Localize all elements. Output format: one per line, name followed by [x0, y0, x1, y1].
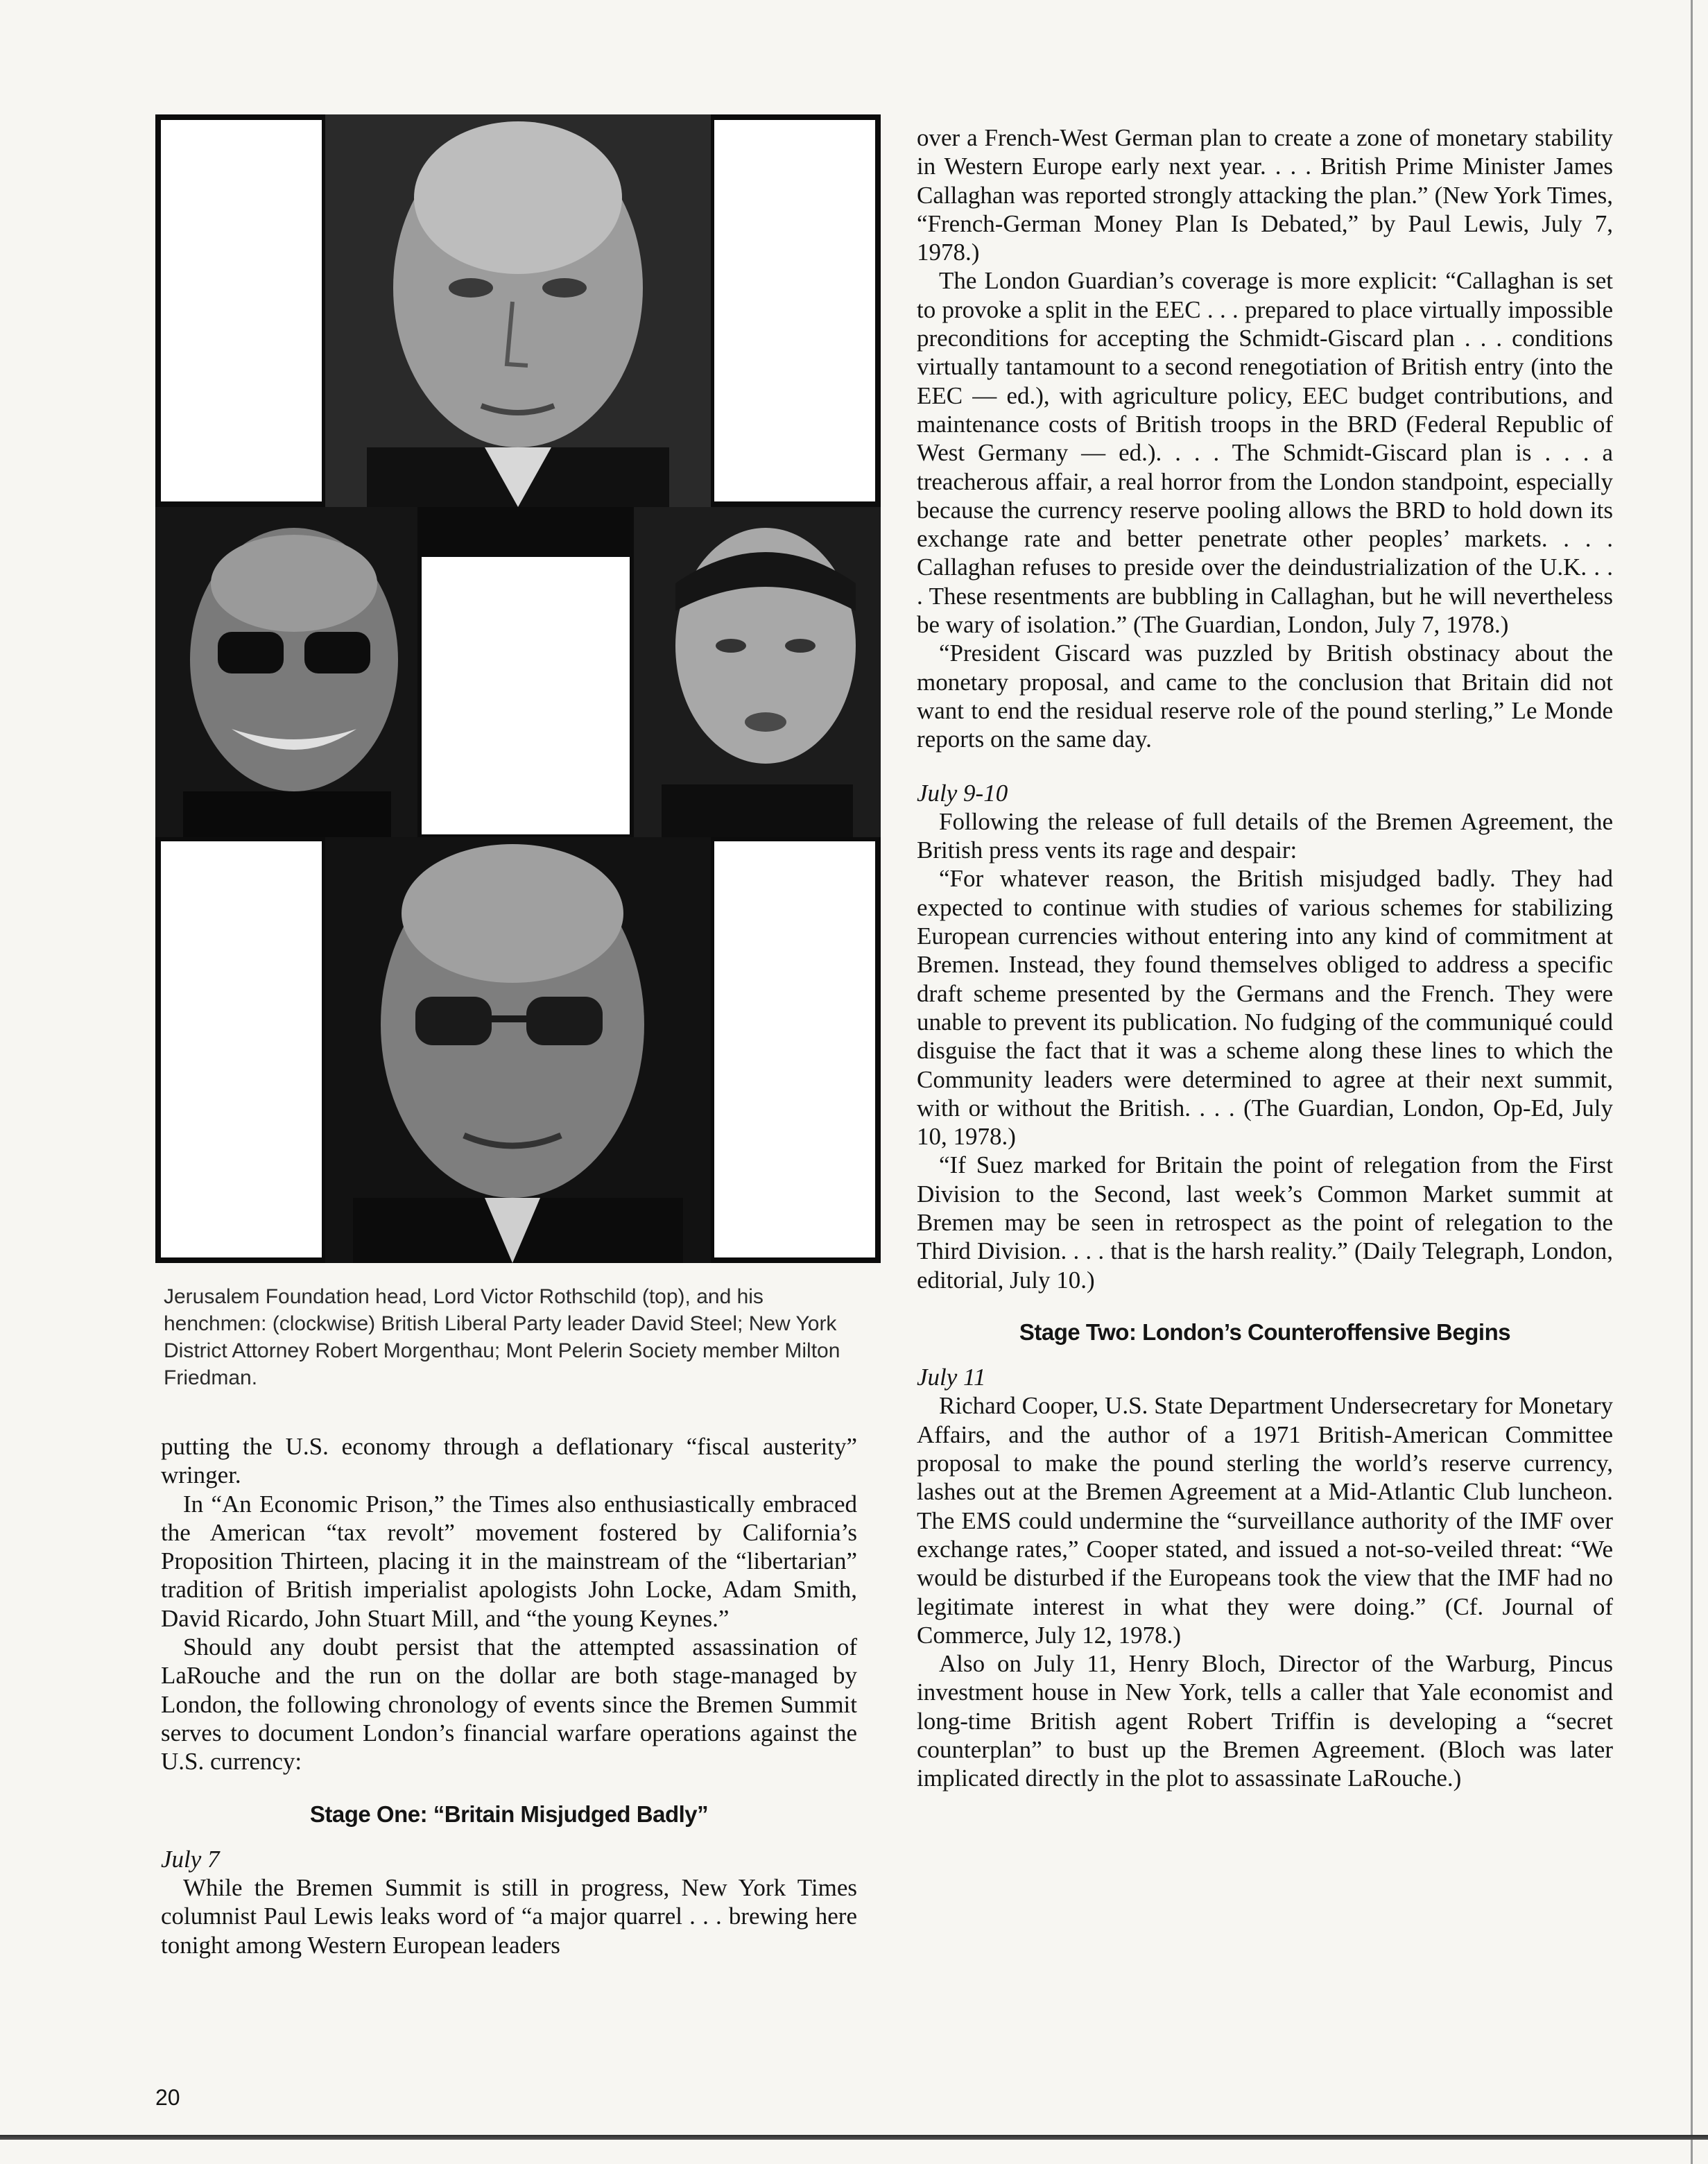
paragraph: Richard Cooper, U.S. State Department Undersecretary for Monetary Affairs, and the author of a 1971 British-American Committee proposal to make the pound sterling the world’s reserve currency, lashes out at the Bremen Agreement at a Mid-Atlantic Club luncheon. The EMS could undermine the “surveillance authority of the IMF over exchange rates,” Cooper stated, and issued a not-so-veiled threat: “We would be disturbed if the Europeans took the view that the IMF had no legitimate interest in what they were doing.” (Cf. Journal of Commerce, July 12, 1978.) [917, 1392, 1613, 1649]
paragraph: The London Guardian’s coverage is more explicit: “Callaghan is set to provoke a split in the EEC . . . prepared to place virtually impossible preconditions for accepting the Schmidt-Giscard plan . . . conditions virtually tantamount to a second renegotiation of British entry (into the EEC — ed.), with agriculture policy, EEC budget contributions, and maintenance costs of British troops in the BRD (Federal Republic of West Germany — ed.). . . . The Schmidt-Giscard plan is . . . a treacherous affair, a real horror from the London standpoint, especially because the currency reserve pooling allows the BRD to hold down its exchange rate and better penetrate other peoples’ markets. . . . Callaghan refuses to preside over the deindustrialization of the U.K. . . . These resentments are bubbling in Callaghan, but he will nevertheless be wary of isolation.” (The Guardian, London, July 7, 1978.) [917, 267, 1613, 639]
paragraph: While the Bremen Summit is still in progress, New York Times columnist Paul Lewis leaks word of “a major quarrel . . . brewing here tonight among Western European leaders [161, 1874, 857, 1959]
paragraph: Following the release of full details of the Bremen Agreement, the British press vents its rage and despair: [917, 807, 1613, 864]
paragraph: over a French-West German plan to create a zone of monetary stability in Western Europe early next year. . . . British Prime Minister James Callaghan was reported strongly attacking the plan.” (New York Times, “French-German Money Plan Is Debated,” by Paul Lewis, July 7, 1978.) [917, 124, 1613, 266]
page-edge-line [1691, 0, 1693, 2164]
section-heading-stage-one: Stage One: “Britain Misjudged Badly” [309, 1801, 709, 1827]
section-heading-stage-two: Stage Two: London’s Counteroffensive Begins [1019, 1319, 1511, 1345]
bottom-rule [0, 2135, 1708, 2140]
paragraph: “President Giscard was puzzled by British obstinacy about the monetary proposal, and came to the conclusion that Britain did not want to end the residual reserve role of the pound sterling,” Le Monde reports on the same day. [917, 639, 1613, 753]
date-heading: July 9-10 [917, 779, 1008, 807]
right-column [917, 123, 1613, 1793]
date-heading: July 7 [161, 1845, 220, 1873]
paragraph: putting the U.S. economy through a deflationary “fiscal austerity” wringer. [161, 1433, 857, 1489]
photo-frame-blank [161, 841, 322, 1257]
photo-frame-blank [422, 557, 630, 834]
portrait-morgenthau [155, 507, 417, 837]
paragraph: “For whatever reason, the British misjudged badly. They had expected to continue with studies of various schemes for stabilizing European currencies without entering into any kind of commitment at Bremen. Instead, they found themselves obliged to address a specific draft scheme presented by the Germans and the French. They were unable to prevent its publication. No fudging of the communiqué could disguise the fact that it was a scheme along these lines to which the Community leaders were determined to agree at their next summit, with or without the British. . . . (The Guardian, London, Op-Ed, July 10, 1978.) [917, 865, 1613, 1151]
paragraph: Also on July 11, Henry Bloch, Director of the Warburg, Pincus investment house in New York, tells a caller that Yale economist and long-time British agent Robert Triffin is developing a “secret counterplan” to bust up the Bremen Agreement. (Bloch was later implicated directly in the plot to assassinate LaRouche.) [917, 1650, 1613, 1792]
left-column [161, 1432, 857, 1959]
photo-frame-blank [714, 120, 875, 501]
paragraph: “If Suez marked for Britain the point of relegation from the First Division to the Second, last week’s Common Market summit at Bremen may be seen in retrospect as the point of relegation to the Third Division. . . . that is the harsh reality.” (Daily Telegraph, London, editorial, July 10.) [917, 1151, 1613, 1294]
photo-caption: Jerusalem Foundation head, Lord Victor Rothschild (top), and his henchmen: (clockwise) British Liberal Party leader David Steel; New York District Attorney Robert Morgenthau; Mont Pelerin Society member Milton Friedman. [164, 1285, 840, 1389]
photo-frame-blank [161, 120, 322, 501]
portrait-rothschild-image [325, 114, 711, 507]
date-heading: July 11 [917, 1364, 986, 1391]
portrait-rothschild [325, 114, 711, 507]
paragraph: Should any doubt persist that the attempted assassination of LaRouche and the run on the dollar are both stage-managed by London, the following chronology of events since the Bremen Summit serves to document London’s financial warfare operations against the U.S. currency: [161, 1633, 857, 1776]
photo-collage [155, 114, 881, 1263]
portrait-friedman [325, 837, 711, 1263]
paragraph: In “An Economic Prison,” the Times also enthusiastically embraced the American “tax revolt” movement fostered by California’s Proposition Thirteen, placing it in the mainstream of the “libertarian” tradition of British imperialist apologists John Locke, Adam Smith, David Ricardo, John Stuart Mill, and “the young Keynes.” [161, 1490, 857, 1632]
page-number: 20 [155, 2085, 180, 2110]
photo-frame-blank [714, 841, 875, 1257]
portrait-steel [634, 507, 881, 837]
portrait-morgenthau-image [155, 507, 417, 837]
portrait-friedman-image [325, 837, 711, 1263]
portrait-steel-image [634, 507, 881, 837]
